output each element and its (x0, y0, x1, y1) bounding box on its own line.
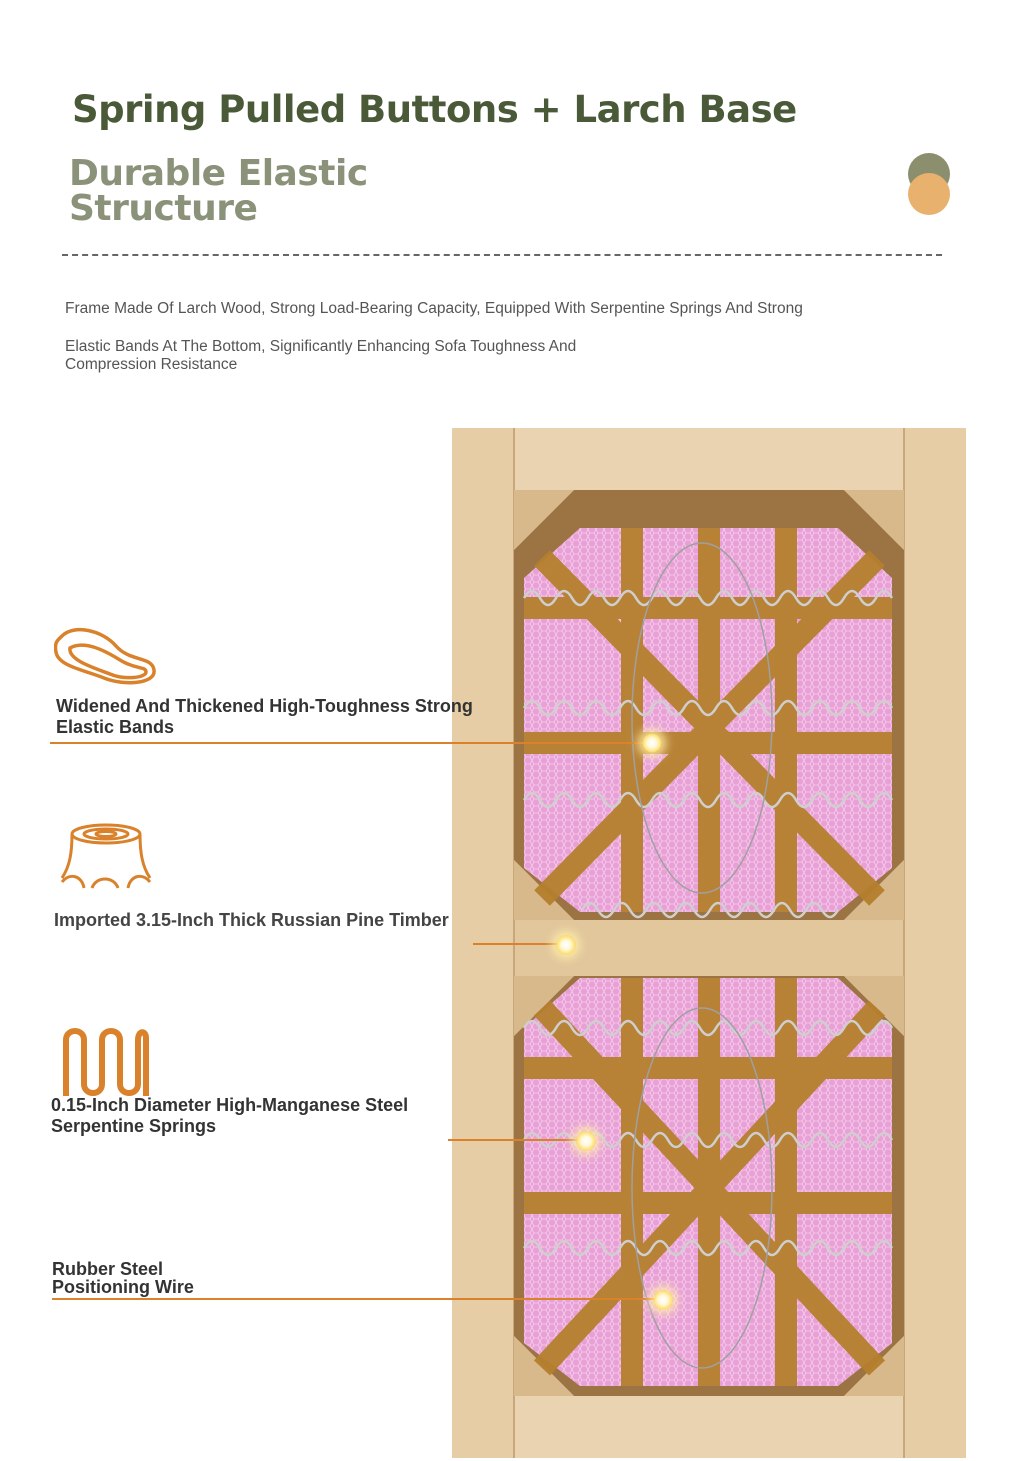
feature-label-elastic-bands: Widened And Thickened High-Toughness Strong Elastic Bands (56, 696, 473, 737)
callout-line-positioning-wire (52, 1298, 654, 1300)
page-title: Spring Pulled Buttons + Larch Base (72, 88, 797, 131)
frame-cell-top (514, 490, 904, 920)
feature-label-positioning-wire: Rubber Steel Positioning Wire (52, 1259, 194, 1297)
description-line-2: Elastic Bands At The Bottom, Significantly Enhancing Sofa Toughness And Compression Resistance (65, 338, 577, 373)
callout-line-pine-timber (473, 943, 558, 945)
callout-line-elastic-bands (50, 742, 644, 744)
callout-dot-pine-timber (556, 935, 576, 955)
feature-label-pine-timber: Imported 3.15-Inch Thick Russian Pine Timber (54, 910, 449, 930)
callout-line-serpentine-springs (448, 1139, 578, 1141)
dashed-divider (62, 254, 942, 256)
tree-stump-icon (56, 822, 156, 894)
callout-dot-serpentine-springs (576, 1131, 596, 1151)
page-subtitle: Durable Elastic Structure (69, 153, 368, 229)
feature-label-serpentine-springs: 0.15-Inch Diameter High-Manganese Steel Serpentine Springs (51, 1095, 409, 1136)
callout-dot-positioning-wire (653, 1290, 673, 1310)
frame-cell-bottom (514, 976, 904, 1396)
decor-dot-orange (908, 173, 950, 215)
callout-dot-elastic-bands (642, 733, 662, 753)
elastic-band-icon (54, 626, 158, 686)
spring-coil-icon (60, 1028, 150, 1098)
description-line-1: Frame Made Of Larch Wood, Strong Load-Bearing Capacity, Equipped With Serpentine Springs And Strong (65, 300, 803, 317)
